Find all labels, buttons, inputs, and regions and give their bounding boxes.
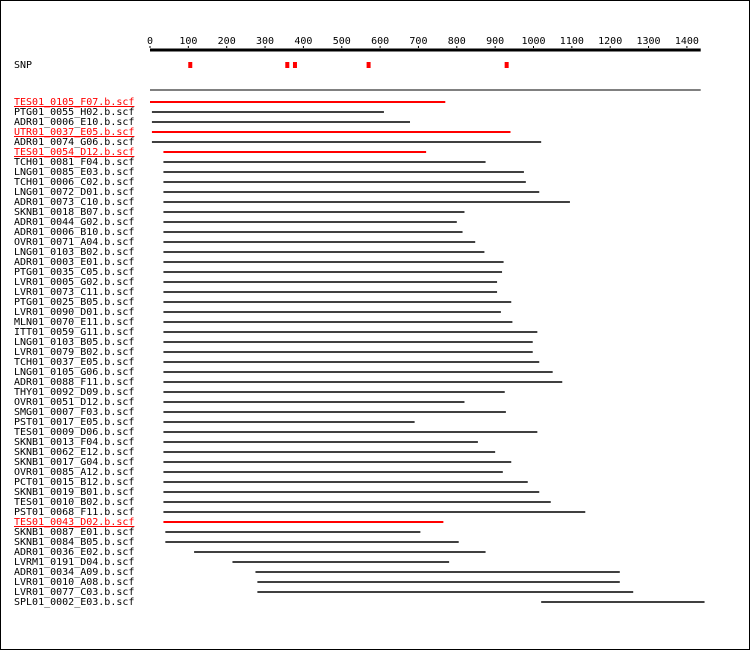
scale-tick-label: 100 (179, 36, 198, 47)
read-name[interactable]: SKNB1_0062_E12.b.scf (14, 447, 135, 458)
snp-marker[interactable] (367, 62, 371, 68)
read-name[interactable]: SKNB1_0018_B07.b.scf (14, 207, 135, 218)
scale-tick-label: 900 (486, 36, 505, 47)
read-name[interactable]: PST01_0017_E05.b.scf (14, 417, 135, 428)
read-name[interactable]: LVR01_0005_G02.b.scf (14, 277, 135, 288)
read-name[interactable]: TES01_0105_F07.b.scf (14, 97, 135, 108)
read-name[interactable]: ADR01_0006_B10.b.scf (14, 227, 135, 238)
read-name[interactable]: TCH01_0006_C02.b.scf (14, 177, 135, 188)
read-name[interactable]: LVR01_0079_B02.b.scf (14, 347, 135, 358)
read-name[interactable]: SKNB1_0017_G04.b.scf (14, 457, 135, 468)
read-name[interactable]: ADR01_0073_C10.b.scf (14, 197, 135, 208)
read-name[interactable]: SMG01_0007_F03.b.scf (14, 407, 135, 418)
snp-track (14, 60, 509, 71)
scale-tick-label: 1100 (559, 36, 584, 47)
read-name[interactable]: LVR01_0010_A08.b.scf (14, 577, 135, 588)
snp-marker[interactable] (505, 62, 509, 68)
read-name[interactable]: LNG01_0072_D01.b.scf (14, 187, 135, 198)
scale-tick-label: 1200 (598, 36, 623, 47)
scale-tick-label: 400 (294, 36, 313, 47)
read-name[interactable]: UTR01_0037_E05.b.scf (14, 127, 135, 138)
read-name[interactable]: LVR01_0073_C11.b.scf (14, 287, 135, 298)
read-row[interactable] (14, 597, 705, 608)
read-name[interactable]: LNG01_0103_B05.b.scf (14, 337, 135, 348)
read-name[interactable]: MLN01_0070_E11.b.scf (14, 317, 135, 328)
read-name[interactable]: PCT01_0015_B12.b.scf (14, 477, 135, 488)
read-name[interactable]: ADR01_0088_F11.b.scf (14, 377, 135, 388)
read-name[interactable]: LVRM1_0191_D04.b.scf (14, 557, 135, 568)
read-name[interactable]: TES01_0054_D12.b.scf (14, 147, 135, 158)
read-name[interactable]: TES01_0010_B02.b.scf (14, 497, 135, 508)
scale-tick-label: 1300 (636, 36, 661, 47)
scale-tick-label: 0 (146, 36, 154, 47)
scale-tick-label: 1000 (521, 36, 546, 47)
alignment-canvas (1, 1, 749, 649)
scale-tick-label: 700 (409, 36, 428, 47)
read-name[interactable]: PST01_0068_F11.b.scf (14, 507, 135, 518)
read-name[interactable]: PTG01_0025_B05.b.scf (14, 297, 135, 308)
read-name[interactable]: TES01_0043_D02.b.scf (14, 517, 135, 528)
read-name[interactable]: ADR01_0044_G02.b.scf (14, 217, 135, 228)
read-name[interactable]: ADR01_0074_G06.b.scf (14, 137, 135, 148)
snp-marker[interactable] (188, 62, 192, 68)
scale-tick-label: 600 (371, 36, 390, 47)
read-name[interactable]: OVR01_0051_D12.b.scf (14, 397, 135, 408)
read-name[interactable]: OVR01_0071_A04.b.scf (14, 237, 135, 248)
read-name[interactable]: ADR01_0006_E10.b.scf (14, 117, 135, 128)
read-name[interactable]: SKNB1_0087_E01.b.scf (14, 527, 135, 538)
read-name[interactable]: SKNB1_0013_F04.b.scf (14, 437, 135, 448)
scale-tick-label: 500 (332, 36, 351, 47)
snp-marker[interactable] (285, 62, 289, 68)
scale-tick-label: 300 (256, 36, 275, 47)
snp-marker[interactable] (293, 62, 297, 68)
read-name[interactable]: LVR01_0077_C03.b.scf (14, 587, 135, 598)
read-name[interactable]: SPL01_0002_E03.b.scf (14, 597, 135, 608)
read-name[interactable]: LNG01_0085_E03.b.scf (14, 167, 135, 178)
read-name[interactable]: ADR01_0034_A09.b.scf (14, 567, 135, 578)
position-scale (147, 36, 701, 50)
read-name[interactable]: PTG01_0035_C05.b.scf (14, 267, 135, 278)
read-name[interactable]: ADR01_0003_E01.b.scf (14, 257, 135, 268)
read-name[interactable]: OVR01_0085_A12.b.scf (14, 467, 135, 478)
read-name[interactable]: LVR01_0090_D01.b.scf (14, 307, 135, 318)
read-name[interactable]: SKNB1_0084_B05.b.scf (14, 537, 135, 548)
scale-tick-label: 200 (217, 36, 236, 47)
scale-tick-label: 800 (447, 36, 466, 47)
read-name[interactable]: SKNB1_0019_B01.b.scf (14, 487, 135, 498)
read-name[interactable]: TES01_0009_D06.b.scf (14, 427, 135, 438)
read-name[interactable]: LNG01_0105_G06.b.scf (14, 367, 135, 378)
read-name[interactable]: TCH01_0081_F04.b.scf (14, 157, 135, 168)
read-name[interactable]: TCH01_0037_E05.b.scf (14, 357, 135, 368)
read-name[interactable]: ADR01_0036_E02.b.scf (14, 547, 135, 558)
read-list (14, 97, 705, 608)
scale-tick-label: 1400 (674, 36, 699, 47)
read-name[interactable]: THY01_0092_D09.b.scf (14, 387, 135, 398)
snp-label: SNP (14, 60, 33, 71)
read-name[interactable]: LNG01_0103_B02.b.scf (14, 247, 135, 258)
read-name[interactable]: PTG01_0055_H02.b.scf (14, 107, 135, 118)
read-name[interactable]: ITT01_0059_G11.b.scf (14, 327, 135, 338)
